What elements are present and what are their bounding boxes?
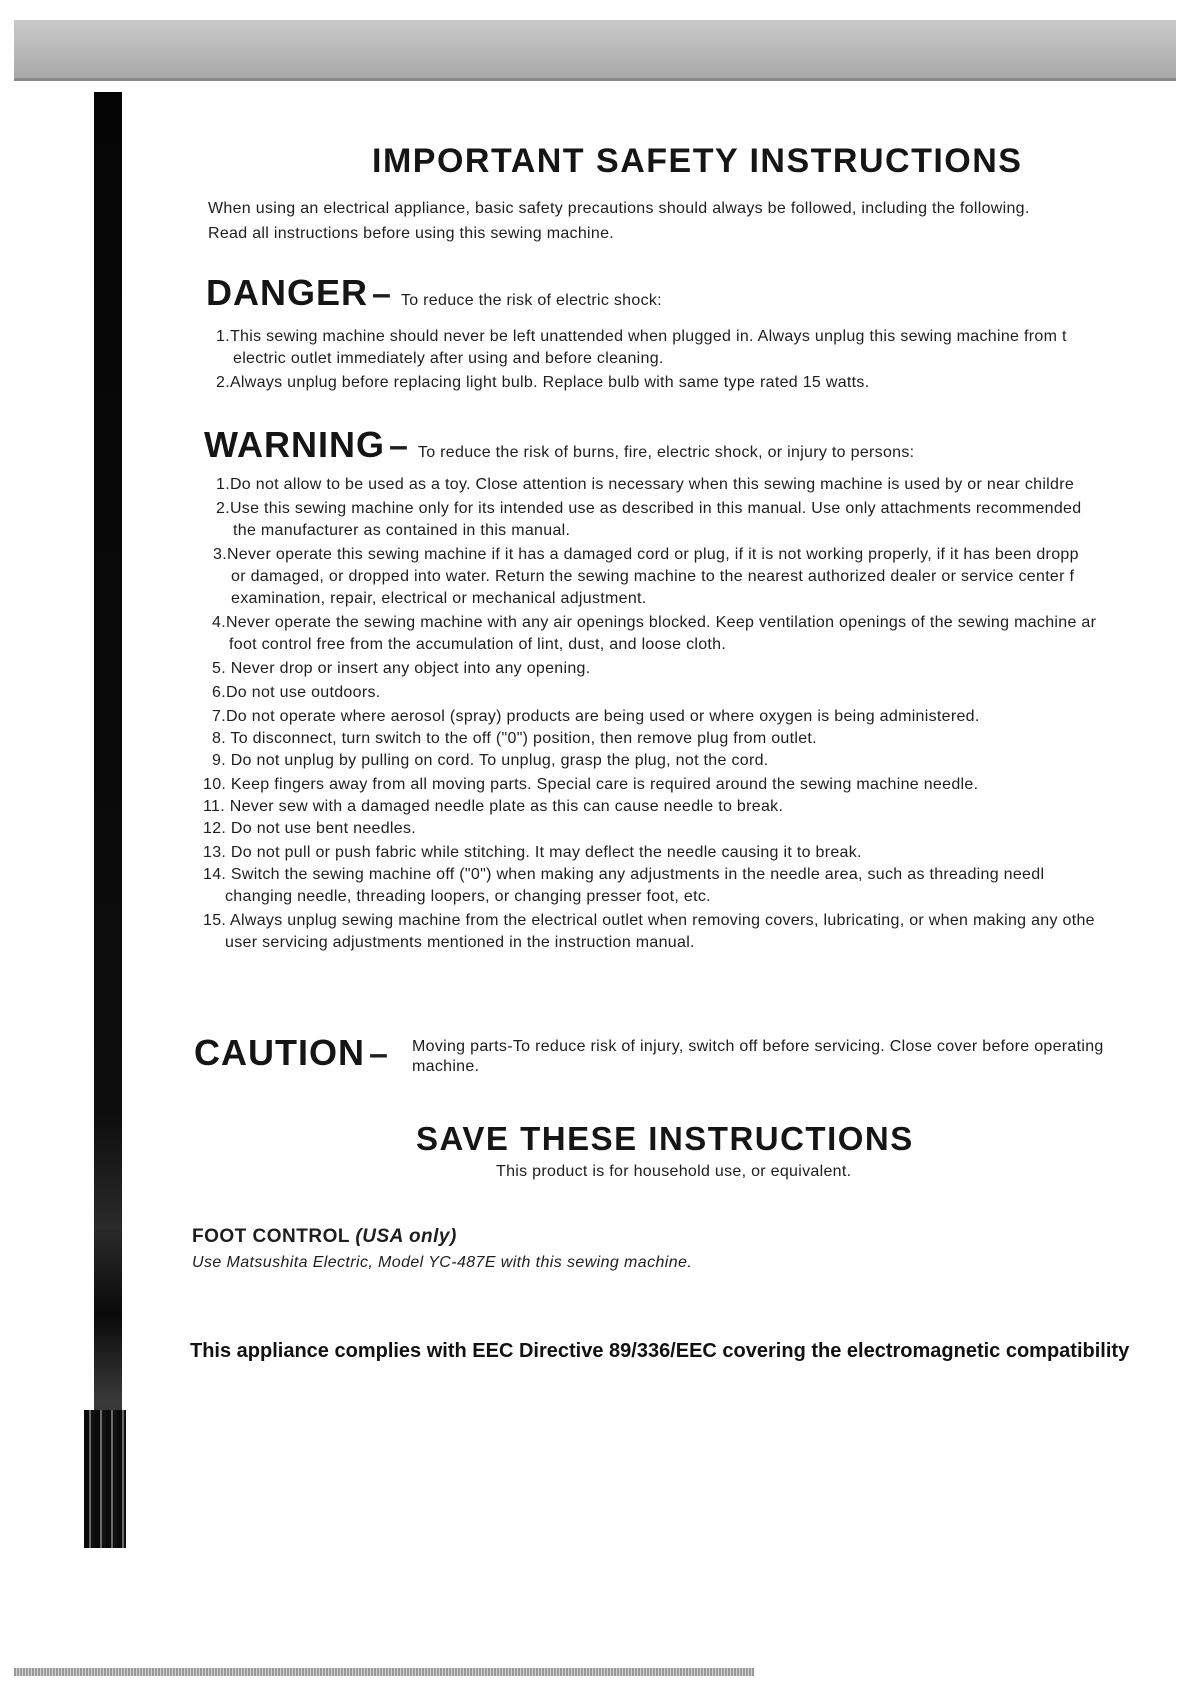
warning-item: [212, 684, 381, 702]
warning-item: [212, 730, 817, 748]
item-number: 15.: [203, 912, 227, 929]
item-number: 6.: [212, 684, 226, 701]
item-number: 10.: [203, 776, 227, 793]
warning-item: [203, 776, 978, 794]
intro-line-2: Read all instructions before using this sewing machine.: [208, 225, 615, 242]
caution-heading: [194, 1032, 388, 1074]
item-number: 2.: [216, 374, 230, 391]
caution-dash: –: [369, 1035, 388, 1073]
foot-control-label: FOOT CONTROL: [192, 1226, 350, 1247]
item-text: Never drop or insert any object into any opening.: [230, 660, 591, 677]
warning-item: [213, 546, 1079, 564]
warning-item: [203, 844, 862, 862]
item-number: 13.: [203, 844, 227, 861]
warning-item-continuation: user servicing adjustments mentioned in the instruction manual.: [225, 934, 695, 951]
warning-heading: [204, 424, 914, 466]
item-text: Do not pull or push fabric while stitching. It may deflect the needle causing it to break.: [230, 844, 862, 861]
warning-description: To reduce the risk of burns, fire, electric shock, or injury to persons:: [417, 444, 915, 461]
item-text: Always unplug before replacing light bulb. Replace bulb with same type rated 15 watts.: [229, 374, 870, 391]
item-text: Switch the sewing machine off ("0") when making any adjustments in the needle area, such as threading needl: [230, 866, 1045, 883]
item-number: 12.: [203, 820, 227, 837]
caution-label: CAUTION: [194, 1032, 365, 1073]
danger-item: [216, 328, 1067, 346]
caution-description-line-1: Moving parts-To reduce risk of injury, switch off before servicing. Close cover before operating: [412, 1038, 1104, 1055]
warning-item: [203, 912, 1095, 930]
warning-item: [203, 820, 416, 838]
item-text: Do not use outdoors.: [225, 684, 381, 701]
item-text: Do not operate where aerosol (spray) products are being used or where oxygen is being administered.: [225, 708, 980, 725]
item-number: 2.: [216, 500, 230, 517]
item-number: 14.: [203, 866, 227, 883]
danger-dash: –: [372, 275, 391, 313]
danger-description: To reduce the risk of electric shock:: [400, 292, 662, 309]
item-text: Never operate this sewing machine if it has a damaged cord or plug, if it is not working properly, if it has been dropp: [226, 546, 1079, 563]
item-number: 5.: [212, 660, 226, 677]
caution-description-line-2: machine.: [412, 1058, 480, 1075]
warning-item: [212, 660, 591, 678]
eec-compliance-statement: This appliance complies with EEC Directive 89/336/EEC covering the electromagnetic compatibility: [190, 1340, 1130, 1362]
warning-item-continuation: the manufacturer as contained in this manual.: [233, 522, 571, 539]
item-text: Do not unplug by pulling on cord. To unplug, grasp the plug, not the cord.: [230, 752, 769, 769]
item-number: 11.: [203, 798, 225, 815]
item-text: Always unplug sewing machine from the electrical outlet when removing covers, lubricating, or when making any othe: [230, 912, 1095, 929]
item-text: To disconnect, turn switch to the off ("0") position, then remove plug from outlet.: [230, 730, 817, 747]
foot-control-heading: [192, 1226, 457, 1248]
warning-item: [212, 752, 769, 770]
warning-item-continuation: or damaged, or dropped into water. Return the sewing machine to the nearest authorized dealer or service center f: [231, 568, 1075, 585]
item-text: This sewing machine should never be left unattended when plugged in. Always unplug this sewing machine from t: [229, 328, 1067, 345]
item-text: Do not allow to be used as a toy. Close attention is necessary when this sewing machine is used by or near childre: [229, 476, 1075, 493]
warning-item-continuation: changing needle, threading loopers, or changing presser foot, etc.: [225, 888, 711, 905]
save-instructions-title: SAVE THESE INSTRUCTIONS: [416, 1120, 914, 1157]
item-text: Use this sewing machine only for its intended use as described in this manual. Use only attachments recommended: [229, 500, 1082, 517]
warning-dash: –: [389, 427, 408, 465]
warning-item: [216, 500, 1081, 518]
danger-heading: [206, 272, 662, 314]
warning-item: [212, 708, 980, 726]
item-text: Never sew with a damaged needle plate as this can cause needle to break.: [229, 798, 784, 815]
warning-item: [212, 614, 1096, 632]
danger-item-continuation: electric outlet immediately after using and before cleaning.: [233, 350, 664, 367]
item-number: 7.: [212, 708, 226, 725]
foot-control-region: (USA only): [355, 1226, 457, 1247]
item-text: Keep fingers away from all moving parts. Special care is required around the sewing machine needle.: [230, 776, 979, 793]
warning-item-continuation: examination, repair, electrical or mechanical adjustment.: [231, 590, 647, 607]
intro-line-1: When using an electrical appliance, basic safety precautions should always be followed, including the following.: [208, 200, 1030, 217]
item-number: 4.: [212, 614, 226, 631]
item-text: Never operate the sewing machine with any air openings blocked. Keep ventilation openings of the sewing machine ar: [225, 614, 1097, 631]
item-number: 3.: [213, 546, 227, 563]
danger-item: [216, 374, 869, 392]
warning-item: [203, 798, 783, 816]
warning-item: [216, 476, 1074, 494]
item-number: 8.: [212, 730, 226, 747]
item-number: 9.: [212, 752, 226, 769]
warning-item-continuation: foot control free from the accumulation of lint, dust, and loose cloth.: [229, 636, 727, 653]
page-title: IMPORTANT SAFETY INSTRUCTIONS: [372, 142, 1023, 180]
household-use-note: This product is for household use, or equivalent.: [496, 1163, 852, 1180]
item-text: Do not use bent needles.: [230, 820, 417, 837]
foot-control-text: Use Matsushita Electric, Model YC-487E with this sewing machine.: [192, 1254, 693, 1271]
danger-label: DANGER: [206, 272, 369, 313]
warning-item: [203, 866, 1044, 884]
item-number: 1.: [216, 328, 230, 345]
item-number: 1.: [216, 476, 230, 493]
warning-label: WARNING: [204, 424, 385, 465]
